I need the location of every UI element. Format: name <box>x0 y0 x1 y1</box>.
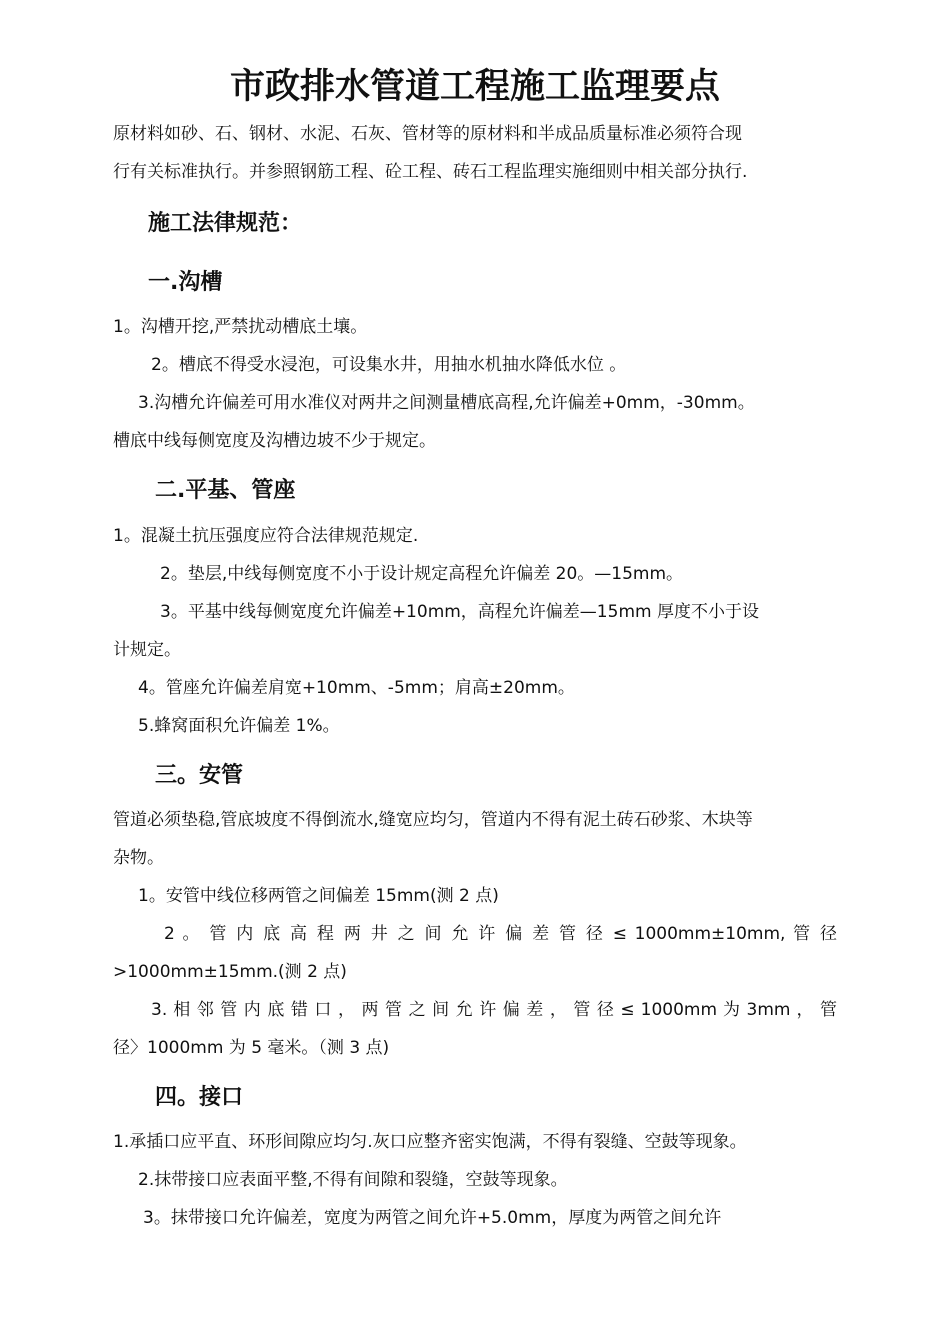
trench-line-1: 1。沟槽开挖,严禁扰动槽底土壤。 <box>113 317 368 337</box>
install-line-3: 1。安管中线位移两管之间偏差 15mm(测 2 点) <box>138 886 499 906</box>
joint-line-1: 1.承插口应平直、环形间隙应均匀.灰口应整齐密实饱满，不得有裂缝、空鼓等现象。 <box>113 1132 747 1152</box>
trench-line-4: 槽底中线每侧宽度及沟槽边坡不少于规定。 <box>113 431 436 451</box>
base-line-1: 1。混凝土抗压强度应符合法律规范规定. <box>113 526 419 546</box>
install-line-2: 杂物。 <box>113 848 164 868</box>
install-line-1: 管道必须垫稳,管底坡度不得倒流水,缝宽应均匀，管道内不得有泥土砖石砂浆、木块等 <box>113 810 753 830</box>
install-line-7: 径〉1000mm 为 5 毫米。（测 3 点) <box>113 1038 390 1058</box>
document-title: 市政排水管道工程施工监理要点 <box>229 67 720 107</box>
base-line-5: 4。管座允许偏差肩宽+10mm、-5mm；肩高±20mm。 <box>138 678 575 698</box>
install-line-6: 3. 相 邻 管 内 底 错 口 ， 两 管 之 间 允 许 偏 差 ， 管 径 ≤ 1000mm 为 3mm ， 管 <box>151 1000 837 1020</box>
joint-line-2: 2.抹带接口应表面平整,不得有间隙和裂缝，空鼓等现象。 <box>138 1170 568 1190</box>
base-line-6: 5.蜂窝面积允许偏差 1%。 <box>138 716 340 736</box>
base-line-2: 2。垫层,中线每侧宽度不小于设计规定高程允许偏差 20。—15mm。 <box>160 564 684 584</box>
section-heading-joint: 四。接口 <box>155 1085 244 1110</box>
norms-heading: 施工法律规范： <box>148 211 303 236</box>
intro-line-2: 行有关标准执行。并参照钢筋工程、砼工程、砖石工程监理实施细则中相关部分执行. <box>113 162 748 182</box>
section-heading-trench: 一.沟槽 <box>148 270 223 295</box>
base-line-3: 3。平基中线每侧宽度允许偏差+10mm，高程允许偏差—15mm 厚度不小于设 <box>160 602 759 622</box>
base-line-4: 计规定。 <box>113 640 181 660</box>
install-line-5: >1000mm±15mm.(测 2 点) <box>113 962 347 982</box>
trench-line-2: 2。槽底不得受水浸泡，可设集水井，用抽水机抽水降低水位 。 <box>151 355 627 375</box>
section-heading-install: 三。安管 <box>155 763 244 788</box>
install-line-4: 2 。 管 内 底 高 程 两 井 之 间 允 许 偏 差 管 径 ≤ 1000mm±10mm, 管 径 <box>164 924 837 944</box>
joint-line-3: 3。抹带接口允许偏差，宽度为两管之间允许+5.0mm，厚度为两管之间允许 <box>143 1208 722 1228</box>
trench-line-3: 3.沟槽允许偏差可用水准仪对两井之间测量槽底高程,允许偏差+0mm，-30mm。 <box>138 393 755 413</box>
intro-line-1: 原材料如砂、石、钢材、水泥、石灰、管材等的原材料和半成品质量标准必须符合现 <box>113 124 742 144</box>
section-heading-base: 二.平基、管座 <box>155 478 296 503</box>
